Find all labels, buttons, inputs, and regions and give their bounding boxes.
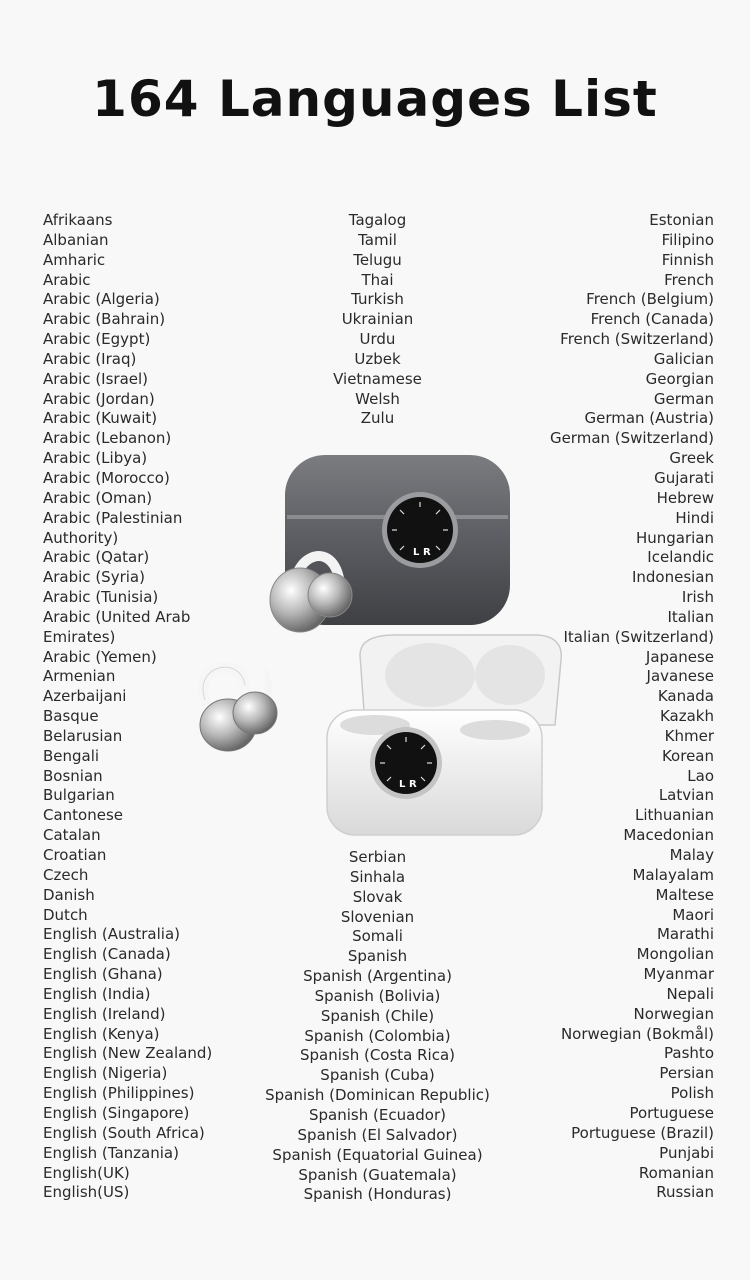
language-item: Spanish (Chile): [320, 1006, 435, 1025]
language-item: Arabic (Kuwait): [43, 409, 158, 428]
language-item: Spanish (El Salvador): [297, 1125, 458, 1144]
language-item: Arabic (Libya): [43, 449, 148, 468]
language-item: Bulgarian: [43, 786, 115, 805]
language-item: Sinhala: [349, 867, 406, 886]
language-item: Slovak: [352, 887, 403, 906]
language-item: English(UK): [43, 1163, 130, 1182]
language-item: Filipino: [661, 230, 714, 249]
language-item: Myanmar: [643, 965, 714, 984]
language-item: Spanish (Ecuador): [309, 1105, 446, 1124]
language-item: Portuguese (Brazil): [571, 1123, 714, 1142]
language-item: Javanese: [646, 667, 714, 686]
language-item: English (Philippines): [43, 1084, 195, 1103]
language-item: French (Switzerland): [560, 330, 714, 349]
language-column-middle-bottom: [260, 848, 495, 1205]
language-item: Vietnamese: [333, 369, 422, 388]
language-item: Hebrew: [656, 488, 714, 507]
language-item: English (Ireland): [43, 1004, 166, 1023]
language-item: Macedonian: [623, 826, 714, 845]
language-item: Persian: [659, 1064, 714, 1083]
language-item: Pashto: [664, 1044, 714, 1063]
language-item: Spanish (Costa Rica): [299, 1046, 456, 1065]
language-item: Italian (Switzerland): [563, 627, 714, 646]
language-item: Arabic (Oman): [43, 488, 153, 507]
language-item: German: [653, 389, 714, 408]
language-item: Arabic (Bahrain): [43, 310, 166, 329]
light-case-lid-cavity-right: [475, 645, 545, 705]
language-item: Mongolian: [636, 945, 714, 964]
language-item: English (Ghana): [43, 965, 163, 984]
light-case-label-r: R: [409, 779, 417, 790]
language-item: Arabic (Iraq): [43, 349, 137, 368]
language-item: Punjabi: [659, 1143, 714, 1162]
language-item: Greek: [669, 449, 714, 468]
language-item: Korean: [661, 746, 714, 765]
language-item: German (Switzerland): [549, 429, 714, 448]
language-item: Maori: [672, 905, 714, 924]
language-item: Afrikaans: [43, 211, 113, 229]
language-item: Somali: [352, 927, 403, 946]
language-item: Spanish (Guatemala): [298, 1165, 457, 1184]
language-item: Catalan: [43, 826, 101, 845]
language-item: Arabic (Morocco): [43, 468, 170, 487]
language-item: Authority): [43, 528, 119, 547]
language-item: Croatian: [43, 846, 107, 864]
language-item: Portuguese: [629, 1103, 714, 1122]
language-item: Slovenian: [340, 907, 415, 926]
language-item: Malayalam: [632, 865, 714, 884]
language-item: Italian: [667, 607, 714, 626]
language-item: Thai: [361, 270, 394, 289]
language-item: Arabic (Jordan): [43, 389, 155, 408]
language-item: English (Nigeria): [43, 1064, 168, 1083]
language-item: Amharic: [43, 250, 106, 269]
language-item: Turkish: [351, 290, 404, 309]
language-item: English (South Africa): [43, 1123, 205, 1142]
language-item: German (Austria): [584, 409, 714, 428]
language-item: Finnish: [661, 250, 714, 269]
language-item: English (Singapore): [43, 1103, 190, 1122]
language-item: English (Australia): [43, 925, 180, 944]
language-item: Armenian: [43, 667, 116, 686]
language-item: Welsh: [355, 389, 400, 408]
language-item: Spanish (Cuba): [320, 1066, 435, 1085]
language-item: Tagalog: [348, 211, 407, 229]
language-item: Arabic: [43, 270, 91, 289]
language-item: Telugu: [353, 250, 402, 269]
dark-case-label-l: L: [413, 547, 420, 558]
language-item: Arabic (Israel): [43, 369, 149, 388]
language-item: Norwegian (Bokmål): [560, 1024, 714, 1043]
language-item: Arabic (United Arab: [43, 607, 191, 626]
language-item: Japanese: [645, 647, 714, 666]
language-item: Spanish (Bolivia): [314, 986, 441, 1005]
language-item: Albanian: [43, 230, 109, 249]
language-item: Maltese: [655, 885, 714, 904]
language-item: Spanish (Dominican Republic): [265, 1086, 490, 1105]
language-item: Dutch: [43, 905, 88, 924]
language-item: Arabic (Lebanon): [43, 429, 172, 448]
language-item: Latvian: [658, 786, 714, 805]
language-item: Estonian: [649, 211, 714, 229]
language-item: Basque: [43, 707, 99, 726]
language-item: Gujarati: [654, 468, 714, 487]
language-item: Bosnian: [43, 766, 103, 785]
language-item: Norwegian: [633, 1004, 714, 1023]
language-item: Belarusian: [43, 726, 123, 745]
language-item: Khmer: [664, 726, 714, 745]
language-item: Malay: [669, 846, 714, 864]
earbuds-product-image: [265, 445, 580, 845]
language-item: Spanish (Equatorial Guinea): [272, 1145, 483, 1164]
language-item: Bengali: [43, 746, 100, 765]
language-item: Cantonese: [43, 806, 124, 825]
earbud-lower-image: [185, 655, 285, 755]
language-item: Polish: [670, 1084, 714, 1103]
light-case-lid-cavity-left: [385, 643, 475, 707]
language-item: Emirates): [43, 627, 116, 646]
language-item: Urdu: [359, 330, 396, 349]
language-item: Uzbek: [354, 349, 401, 368]
language-item: Icelandic: [647, 548, 714, 567]
page-title: 164 Languages List: [92, 70, 658, 128]
language-item: Galician: [653, 349, 714, 368]
language-item: Ukrainian: [341, 310, 414, 329]
language-item: Zulu: [360, 409, 395, 428]
language-item: Spanish (Argentina): [303, 967, 452, 986]
language-item: Arabic (Palestinian: [43, 508, 183, 527]
language-item: Azerbaijani: [43, 687, 127, 706]
language-item: Irish: [681, 588, 714, 607]
language-item: Hungarian: [635, 528, 714, 547]
language-item: English (Tanzania): [43, 1143, 179, 1162]
language-column-middle-top: [260, 211, 495, 429]
language-item: Spanish: [347, 947, 408, 966]
language-item: English (Kenya): [43, 1024, 160, 1043]
language-item: Indonesian: [631, 568, 714, 587]
language-item: Arabic (Syria): [43, 568, 145, 587]
language-item: Georgian: [645, 369, 714, 388]
language-item: Russian: [656, 1183, 714, 1202]
light-case-label-l: L: [399, 779, 406, 790]
light-case-cavity-right: [460, 720, 530, 740]
language-item: Danish: [43, 885, 95, 904]
language-item: English (New Zealand): [43, 1044, 213, 1063]
language-item: Marathi: [656, 925, 714, 944]
language-item: Hindi: [675, 508, 714, 527]
language-item: Spanish (Colombia): [304, 1026, 451, 1045]
language-item: Arabic (Algeria): [43, 290, 160, 309]
language-item: Kazakh: [659, 707, 714, 726]
dark-case-label-r: R: [423, 547, 431, 558]
language-item: Lithuanian: [635, 806, 714, 825]
language-item: Spanish (Honduras): [303, 1185, 452, 1204]
light-charging-case: [327, 635, 561, 835]
language-item: Arabic (Yemen): [43, 647, 157, 666]
language-item: French: [664, 270, 714, 289]
language-item: Czech: [43, 865, 89, 884]
language-item: Arabic (Qatar): [43, 548, 150, 567]
language-item: Tamil: [358, 230, 397, 249]
language-item: Serbian: [348, 848, 407, 866]
language-item: English (Canada): [43, 945, 171, 964]
language-item: Romanian: [638, 1163, 714, 1182]
language-item: French (Canada): [590, 310, 714, 329]
language-item: English (India): [43, 984, 151, 1003]
language-item: Arabic (Tunisia): [43, 588, 159, 607]
language-item: Arabic (Egypt): [43, 330, 151, 349]
language-item: Nepali: [666, 984, 714, 1003]
language-item: French (Belgium): [586, 290, 714, 309]
language-item: English(US): [43, 1183, 130, 1202]
language-item: Lao: [687, 766, 714, 785]
language-item: Kanada: [657, 687, 714, 706]
